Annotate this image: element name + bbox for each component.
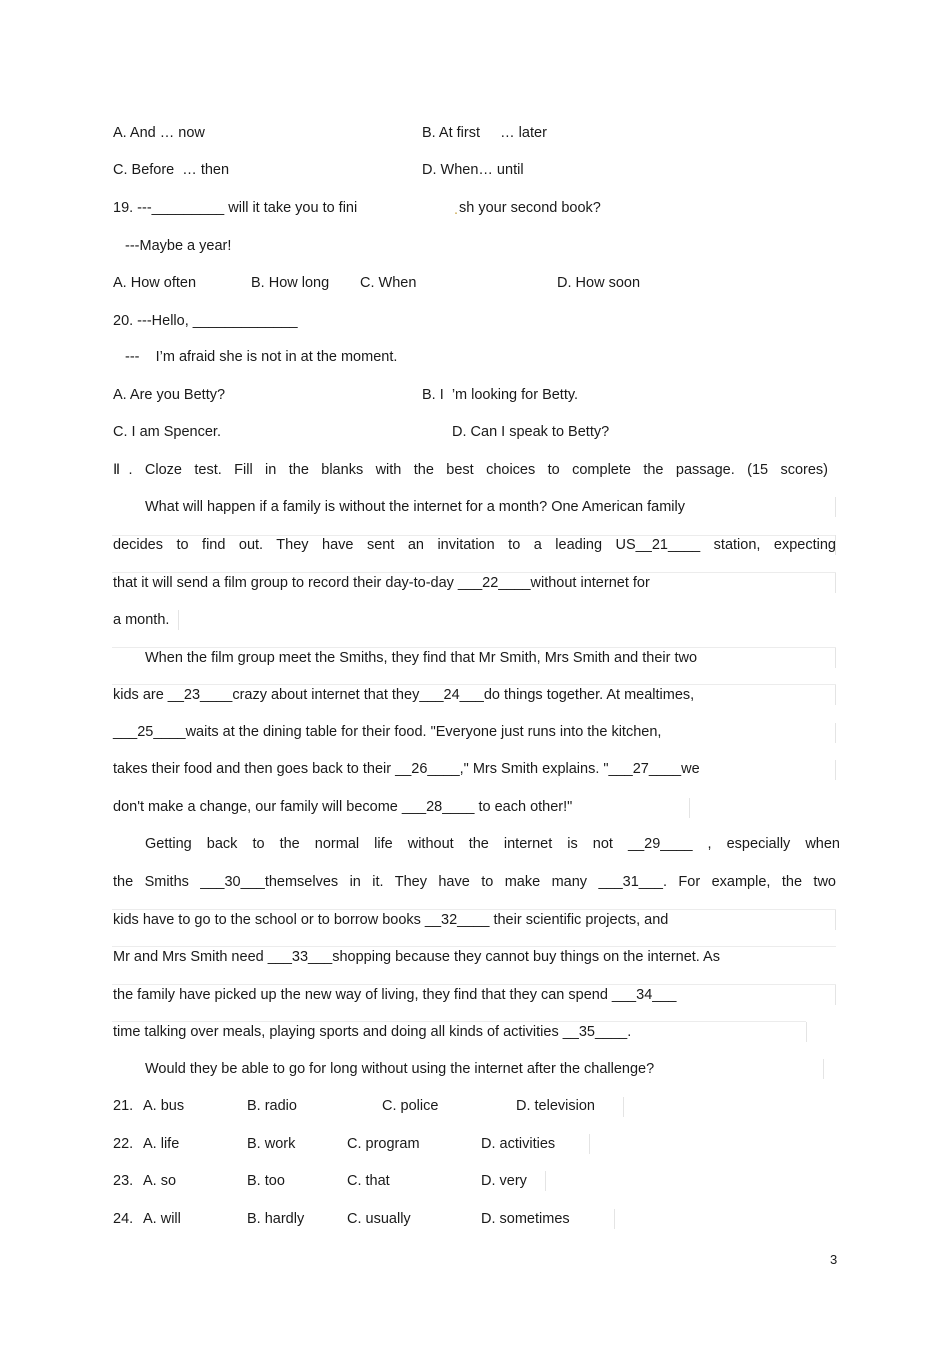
passage-line: the Smiths ___30___themselves in it. They have to make many ___31___. For example, the two xyxy=(113,874,836,890)
option-d: D. very xyxy=(481,1173,527,1189)
option-a: A. life xyxy=(143,1136,180,1152)
question-number: 21. xyxy=(113,1098,134,1114)
q19-reply: ---Maybe a year! xyxy=(125,238,232,254)
q19-option-b: B. How long xyxy=(251,275,330,291)
q19-option-d: D. How soon xyxy=(557,275,641,291)
option-a: A. will xyxy=(143,1211,181,1227)
passage-line: time talking over meals, playing sports and doing all kinds of activities __35____. xyxy=(113,1024,632,1040)
question-number: 24. xyxy=(113,1211,134,1227)
question-number: 22. xyxy=(113,1136,134,1152)
passage-line: a month. xyxy=(113,612,170,628)
passage-line: What will happen if a family is without the internet for a month? One American family xyxy=(145,499,685,515)
q20-option-a: A. Are you Betty? xyxy=(113,387,226,403)
option-d: D. television xyxy=(516,1098,595,1114)
option-d: D. activities xyxy=(481,1136,556,1152)
option-b: B. work xyxy=(247,1136,296,1152)
passage-line: Getting back to the normal life without the internet is not __29____ , especially when xyxy=(145,836,840,852)
q20-option-d: D. Can I speak to Betty? xyxy=(452,424,610,440)
option-b: B. hardly xyxy=(247,1211,305,1227)
passage-line: Mr and Mrs Smith need ___33___shopping because they cannot buy things on the internet. As xyxy=(113,949,720,965)
option-b: B. too xyxy=(247,1173,285,1189)
q18-option-d: D. When… until xyxy=(422,162,524,178)
option-d: D. sometimes xyxy=(481,1211,570,1227)
question-number: 23. xyxy=(113,1173,134,1189)
q20-option-b: B. I ’m looking for Betty. xyxy=(422,387,579,403)
passage-line: that it will send a film group to record their day-to-day ___22____without internet for xyxy=(113,575,650,591)
option-c: C. program xyxy=(347,1136,420,1152)
passage-line: ___25____waits at the dining table for their food. "Everyone just runs into the kitchen, xyxy=(113,724,662,740)
passage-line: the family have picked up the new way of living, they find that they can spend ___34___ xyxy=(113,987,677,1003)
q19-stem-part1: 19. ---_________ will it take you to fini xyxy=(113,200,358,216)
option-c: C. that xyxy=(347,1173,390,1189)
option-c: C. police xyxy=(382,1098,439,1114)
stray-mark: . xyxy=(454,202,459,218)
q20-reply: --- I’m afraid she is not in at the moment. xyxy=(125,349,398,365)
passage-line: decides to find out. They have sent an invitation to a leading US__21____ station, expecting xyxy=(113,537,836,553)
q19-stem-part2: sh your second book? xyxy=(459,200,601,216)
q20-option-c: C. I am Spencer. xyxy=(113,424,221,440)
q18-option-c: C. Before … then xyxy=(113,162,230,178)
option-b: B. radio xyxy=(247,1098,297,1114)
option-a: A. bus xyxy=(143,1098,185,1114)
option-a: A. so xyxy=(143,1173,177,1189)
passage-line: kids have to go to the school or to borrow books __32____ their scientific projects, and xyxy=(113,912,669,928)
passage-line: kids are __23____crazy about internet that they___24___do things together. At mealtimes, xyxy=(113,687,695,703)
q19-option-c: C. When xyxy=(360,275,417,291)
passage-line: takes their food and then goes back to their __26____," Mrs Smith explains. "___27____we xyxy=(113,761,700,777)
passage-line: don't make a change, our family will become ___28____ to each other!" xyxy=(113,799,573,815)
page-number: 3 xyxy=(830,1252,838,1267)
q19-option-a: A. How often xyxy=(113,275,197,291)
q18-option-b: B. At first … later xyxy=(422,125,547,141)
option-c: C. usually xyxy=(347,1211,411,1227)
passage-line: Would they be able to go for long without using the internet after the challenge? xyxy=(145,1061,655,1077)
passage-line: When the film group meet the Smiths, they find that Mr Smith, Mrs Smith and their two xyxy=(145,650,698,666)
q20-stem: 20. ---Hello, _____________ xyxy=(113,313,298,329)
q18-option-a: A. And … now xyxy=(113,125,205,141)
section-heading: Ⅱ. Cloze test. Fill in the blanks with the best choices to complete the passage. (15 scores) xyxy=(113,462,828,478)
